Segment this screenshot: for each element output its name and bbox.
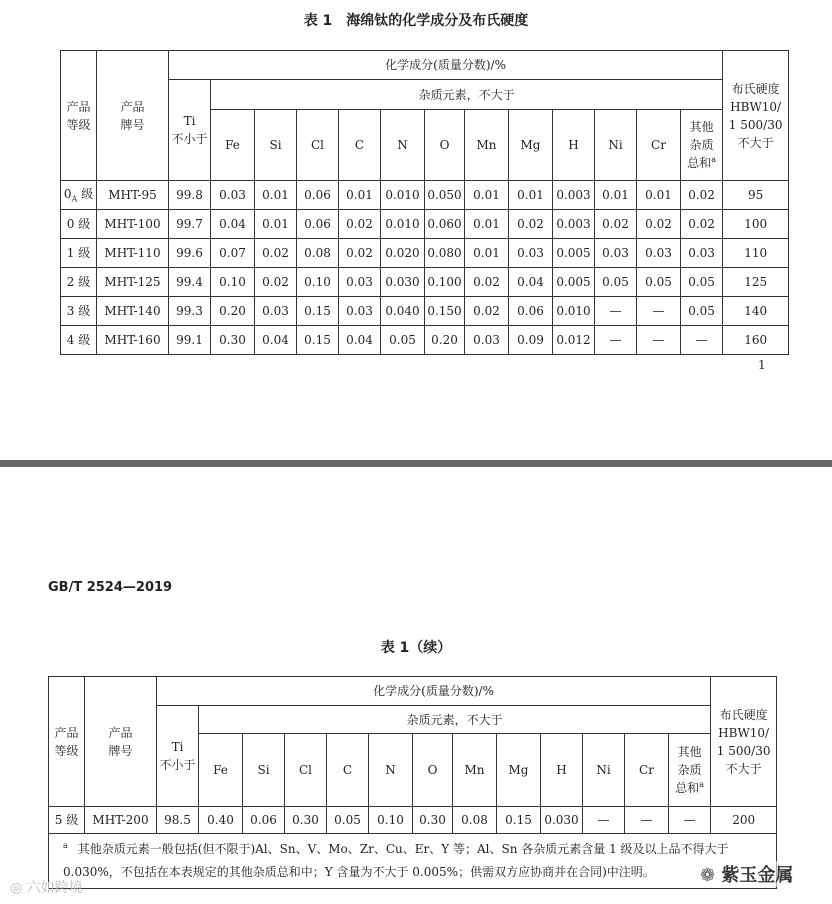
impurity-value-cell: 0.06 [297,181,339,210]
impurity-value-cell: 0.030 [381,268,425,297]
chat-logo-icon: ❁ [700,865,716,886]
impurity-value-cell: 0.02 [595,210,637,239]
impurity-value-cell: 0.03 [595,239,637,268]
impurity-value-cell: 0.06 [509,297,553,326]
impurity-value-cell: 0.08 [297,239,339,268]
ti-cell: 99.6 [169,239,211,268]
composition-table [60,50,789,355]
impurity-value-cell: 0.01 [509,181,553,210]
impurity-value-cell: 0.04 [211,210,255,239]
table-row [61,326,789,355]
header-element: N [381,110,425,181]
impurity-value-cell: 0.02 [465,297,509,326]
impurity-value-cell: 0.03 [211,181,255,210]
watermark-right: ❁ 紫玉金属 [700,861,793,887]
header-element: Cl [297,110,339,181]
impurity-value-cell: 0.01 [255,181,297,210]
impurity-value-cell: 0.060 [425,210,465,239]
table-body [61,51,789,355]
header-element: N [369,734,413,807]
impurity-value-cell: 0.03 [255,297,297,326]
impurity-value-cell: 0.15 [497,807,541,834]
table-title: 表 1 海绵钛的化学成分及布氏硬度 [303,13,529,29]
impurity-value-cell: 0.03 [681,239,723,268]
header-element: H [541,734,583,807]
impurity-value-cell: 0.01 [465,181,509,210]
table-row [61,297,789,326]
impurity-value-cell: 0.050 [425,181,465,210]
impurity-value-cell: 0.20 [425,326,465,355]
impurity-value-cell: 0.05 [681,297,723,326]
impurity-value-cell: — [669,807,711,834]
impurity-value-cell: 0.30 [285,807,327,834]
impurity-value-cell: 0.08 [453,807,497,834]
header-element: Fe [199,734,243,807]
impurity-value-cell: 0.04 [509,268,553,297]
hardness-cell: 200 [711,807,777,834]
header-element: Si [255,110,297,181]
impurity-value-cell: 0.01 [595,181,637,210]
header-element: Cr [637,110,681,181]
impurity-value-cell: 0.01 [465,210,509,239]
hardness-cell: 100 [723,210,789,239]
impurity-value-cell: 0.005 [553,268,595,297]
impurity-value-cell: 0.30 [413,807,453,834]
impurity-value-cell: 0.06 [297,210,339,239]
watermark-left: ◎ 六如跨境 [10,880,83,896]
ti-cell: 99.3 [169,297,211,326]
impurity-value-cell: — [681,326,723,355]
impurity-value-cell: 0.02 [465,268,509,297]
impurity-value-cell: 0.01 [255,210,297,239]
ti-cell: 99.4 [169,268,211,297]
header-element: Cl [285,734,327,807]
ti-cell: 99.7 [169,210,211,239]
impurity-value-cell: 0.010 [381,181,425,210]
impurity-value-cell: 0.15 [297,326,339,355]
header-brand: 产品 牌号 [85,677,157,807]
header-element: Mn [453,734,497,807]
impurity-value-cell: 0.010 [553,297,595,326]
impurity-value-cell: 0.30 [211,326,255,355]
header-impurity: 杂质元素，不大于 [211,80,723,110]
table-row [61,181,789,210]
table-row [61,210,789,239]
impurity-value-cell: 0.01 [637,181,681,210]
impurity-value-cell: 0.01 [465,239,509,268]
impurity-value-cell: 0.10 [211,268,255,297]
footnote-mark: a [63,841,68,850]
header-ti: Ti 不小于 [169,80,211,181]
impurity-value-cell: 0.010 [381,210,425,239]
brand-cell: MHT-200 [85,807,157,834]
table-row [49,807,777,834]
grade-cell: 0 级 [61,210,97,239]
header-element: H [553,110,595,181]
grade-cell: 3 级 [61,297,97,326]
hardness-cell: 110 [723,239,789,268]
grade-cell: 1 级 [61,239,97,268]
grade-cell: $0_A$ 级 [61,181,97,210]
impurity-value-cell: 0.150 [425,297,465,326]
hardness-cell: 160 [723,326,789,355]
ti-cell: 99.1 [169,326,211,355]
impurity-value-cell: 0.03 [465,326,509,355]
impurity-value-cell: 0.05 [681,268,723,297]
brand-cell: MHT-110 [97,239,169,268]
impurity-value-cell: 0.04 [339,326,381,355]
impurity-value-cell: — [637,326,681,355]
impurity-value-cell: 0.080 [425,239,465,268]
impurity-value-cell: 0.100 [425,268,465,297]
header-element: Fe [211,110,255,181]
impurity-value-cell: 0.03 [509,239,553,268]
impurity-value-cell: 0.06 [243,807,285,834]
header-element: Mn [465,110,509,181]
hardness-cell: 140 [723,297,789,326]
header-element: C [339,110,381,181]
hardness-cell: 95 [723,181,789,210]
impurity-value-cell: 0.02 [637,210,681,239]
impurity-value-cell: 0.10 [297,268,339,297]
grade-cell: 5 级 [49,807,85,834]
impurity-value-cell: — [595,326,637,355]
impurity-value-cell: 0.04 [255,326,297,355]
brand-cell: MHT-160 [97,326,169,355]
impurity-value-cell: 0.003 [553,210,595,239]
impurity-value-cell: 0.02 [681,210,723,239]
impurity-value-cell: 0.10 [369,807,413,834]
header-grade: 产品 等级 [49,677,85,807]
brand-cell: MHT-125 [97,268,169,297]
grade-cell: 2 级 [61,268,97,297]
brand-cell: MHT-95 [97,181,169,210]
table-row [61,268,789,297]
page-divider [0,460,832,467]
brand-cell: MHT-140 [97,297,169,326]
impurity-value-cell: 0.040 [381,297,425,326]
ti-cell: 98.5 [157,807,199,834]
impurity-value-cell: 0.05 [637,268,681,297]
header-element: O [413,734,453,807]
impurity-value-cell: 0.07 [211,239,255,268]
header-ti: Ti 不小于 [157,706,199,807]
ti-cell: 99.8 [169,181,211,210]
header-brand: 产品 牌号 [97,51,169,181]
impurity-value-cell: — [625,807,669,834]
impurity-value-cell: 0.03 [339,297,381,326]
impurity-value-cell: 0.01 [339,181,381,210]
table-body-continued [49,677,777,889]
composition-table-continued [48,676,777,889]
header-element: Si [243,734,285,807]
header-hardness: 布氏硬度 HBW10/ 1 500/30 不大于 [711,677,777,807]
impurity-value-cell: 0.005 [553,239,595,268]
impurity-value-cell: 0.020 [381,239,425,268]
impurity-value-cell: 0.012 [553,326,595,355]
hardness-cell: 125 [723,268,789,297]
impurity-value-cell: 0.02 [255,268,297,297]
page-number: 1 [758,358,766,372]
header-element: O [425,110,465,181]
header-hardness: 布氏硬度 HBW10/ 1 500/30 不大于 [723,51,789,181]
header-element: Ni [583,734,625,807]
impurity-value-cell: 0.20 [211,297,255,326]
grade-cell: 4 级 [61,326,97,355]
impurity-value-cell: 0.02 [339,210,381,239]
impurity-value-cell: 0.03 [637,239,681,268]
impurity-value-cell: 0.02 [255,239,297,268]
impurity-value-cell: 0.40 [199,807,243,834]
header-element: C [327,734,369,807]
impurity-value-cell: — [637,297,681,326]
standard-id: GB/T 2524—2019 [48,580,173,595]
header-element: Cr [625,734,669,807]
header-composition: 化学成分(质量分数)/% [157,677,711,706]
header-element: Ni [595,110,637,181]
impurity-value-cell: 0.003 [553,181,595,210]
impurity-value-cell: 0.02 [339,239,381,268]
impurity-value-cell: 0.02 [681,181,723,210]
impurity-value-cell: 0.05 [595,268,637,297]
table-row [61,239,789,268]
footnote-text: 其他杂质元素一般包括(但不限于)Al、Sn、V、Mo、Zr、Cu、Er、Y 等；Al、Sn 各杂质元素含量 1 级及以上品不得大于 0.030%，不包括在本表规定的其他杂质总和中；Y 含量为不大于 0.005%；供需双方应协商并在合同)中注明。 [63,842,729,879]
table-title-continued: 表 1（续） [380,640,452,656]
impurity-value-cell: 0.05 [327,807,369,834]
header-other-impurities: 其他 杂质 总和$^a$ [681,110,723,181]
header-other-impurities: 其他 杂质 总和$^a$ [669,734,711,807]
header-grade: 产品 等级 [61,51,97,181]
header-element: Mg [497,734,541,807]
impurity-value-cell: 0.05 [381,326,425,355]
impurity-value-cell: — [583,807,625,834]
impurity-value-cell: 0.15 [297,297,339,326]
header-impurity: 杂质元素，不大于 [199,706,711,734]
brand-cell: MHT-100 [97,210,169,239]
impurity-value-cell: 0.02 [509,210,553,239]
impurity-value-cell: 0.09 [509,326,553,355]
impurity-value-cell: 0.030 [541,807,583,834]
header-element: Mg [509,110,553,181]
footnote [49,834,777,889]
impurity-value-cell: 0.03 [339,268,381,297]
circle-logo-icon: ◎ [10,880,23,896]
header-composition: 化学成分(质量分数)/% [169,51,723,80]
impurity-value-cell: — [595,297,637,326]
